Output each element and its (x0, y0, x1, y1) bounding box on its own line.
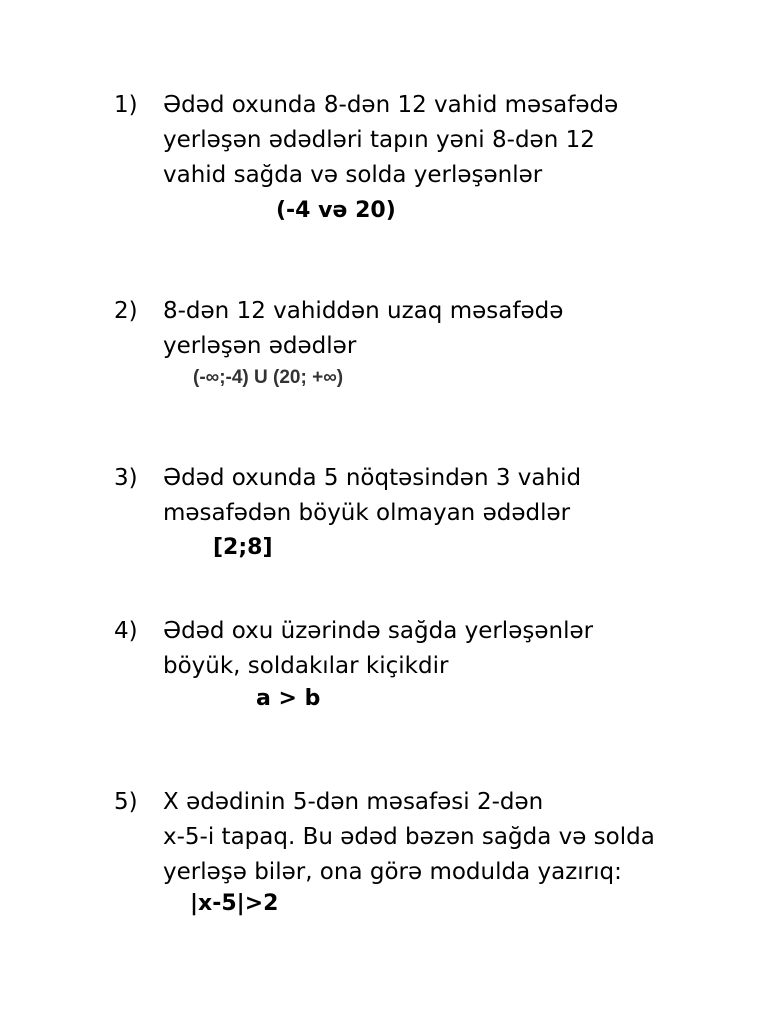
item-text-line: Ədəd oxunda 5 nöqtəsindən 3 vahid (163, 465, 582, 491)
item-number: 3) (114, 465, 138, 491)
item-text (163, 785, 655, 890)
item-text-line: yerləşə bilər, ona görə modulda yazırıq: (163, 859, 622, 885)
item-number: 4) (114, 618, 138, 644)
item-text (163, 294, 563, 364)
item-answer: (-∞;-4) U (20; +∞) (193, 367, 344, 388)
item-text (163, 88, 618, 193)
item-text-line: Ədəd oxu üzərində sağda yerləşənlər (163, 618, 594, 644)
item-text-line: vahid sağda və solda yerləşənlər (163, 162, 543, 188)
item-text-line: yerləşən ədədlər (163, 333, 357, 359)
item-text-line: Ədəd oxunda 8-dən 12 vahid məsafədə (163, 92, 619, 118)
item-text-line: X ədədinin 5-dən məsafəsi 2-dən (163, 789, 544, 815)
item-text-line: məsafədən böyük olmayan ədədlər (163, 500, 571, 526)
item-answer: a > b (256, 686, 321, 711)
item-answer: [2;8] (213, 535, 273, 560)
item-text-line: 8-dən 12 vahiddən uzaq məsafədə (163, 298, 564, 324)
item-text-line: böyük, soldakılar kiçikdir (163, 653, 449, 679)
item-number: 2) (114, 298, 138, 324)
item-text-line: yerləşən ədədləri tapın yəni 8-dən 12 (163, 127, 595, 153)
item-answer: (-4 və 20) (276, 198, 396, 223)
item-text-line: x-5-i tapaq. Bu ədəd bəzən sağda və solda (163, 824, 655, 850)
item-number: 5) (114, 789, 138, 815)
item-number: 1) (114, 92, 138, 118)
item-answer: |x-5|>2 (190, 891, 279, 916)
item-text (163, 614, 593, 684)
item-text (163, 461, 581, 531)
